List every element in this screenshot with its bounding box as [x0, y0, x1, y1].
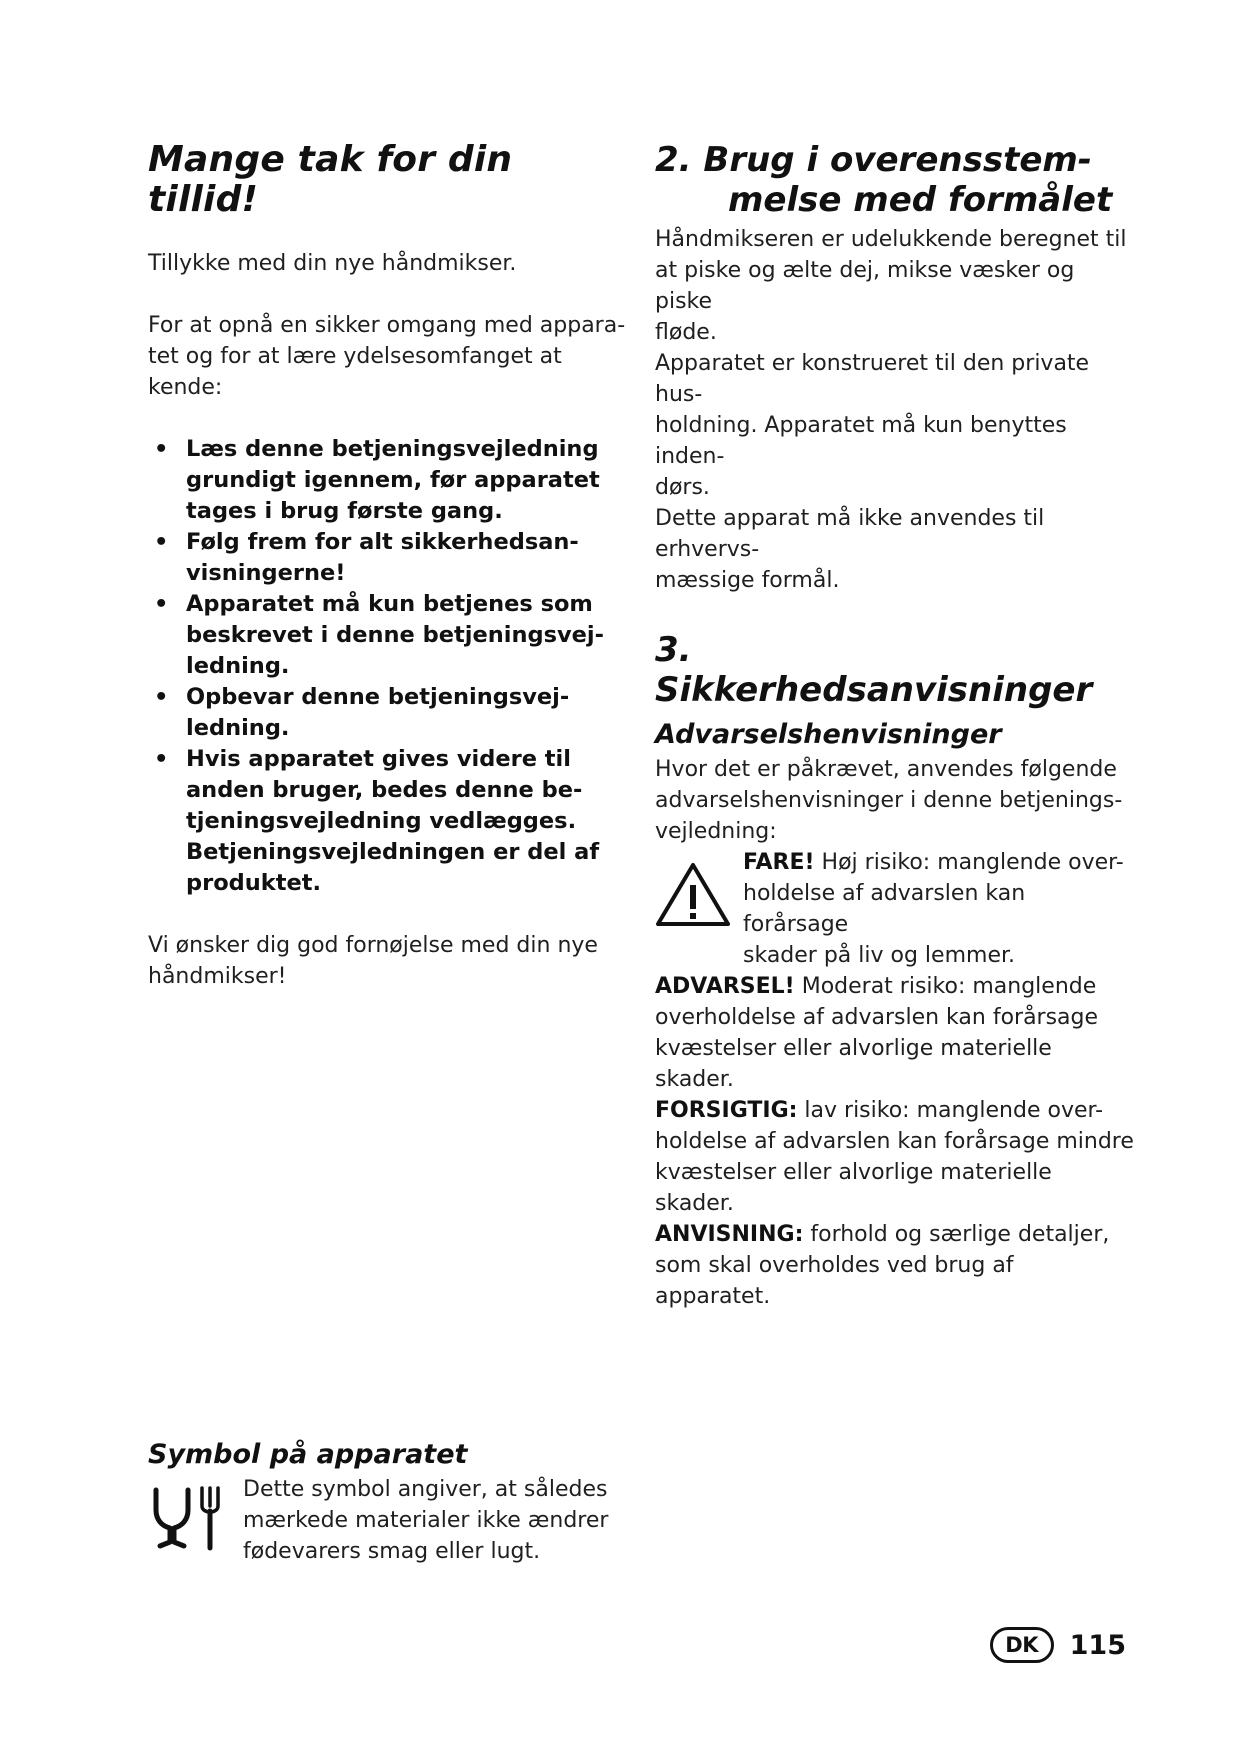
symbol-section	[148, 1438, 668, 1567]
list-item: • Hvis apparatet gives videre til anden bruger, bedes denne be- tjeningsvejledning vedlægges. Betjeningsvejledningen er del af produktet.	[154, 746, 600, 896]
page-footer	[990, 1625, 1126, 1665]
page-number: 115	[1069, 1629, 1126, 1661]
symbol-text: Dette symbol angiver, at således mærkede materialer ikke ændrer fødevarers smag eller lugt.	[243, 1477, 609, 1564]
country-badge: DK	[990, 1627, 1054, 1663]
closing-text: Vi ønsker dig god fornøjelse med din nye håndmikser!	[148, 933, 598, 989]
section-2-heading: 2. Brug i overensstem- melse med formålet	[655, 140, 1113, 220]
warnings-subheading: Advarselshenvisninger	[655, 719, 1002, 750]
food-safe-glass-fork-icon	[152, 1484, 230, 1552]
section-2-paragraph-2: Apparatet er konstrueret til den private hus- holdning. Apparatet må kun benyttes inden- dørs.	[655, 351, 1090, 500]
danger-warning	[655, 847, 1135, 971]
list-item: • Følg frem for alt sikkerhedsan- visningerne!	[154, 529, 579, 586]
list-item: • Apparatet må kun betjenes som beskrevet i denne betjeningsvej- ledning.	[154, 591, 604, 679]
symbol-description	[148, 1474, 668, 1567]
intro-text: Tillykke med din nye håndmikser.	[148, 251, 517, 276]
warning-triangle-icon	[655, 861, 731, 927]
section-2-paragraph-1: Håndmikseren er udelukkende beregnet til at piske og ælte dej, mikse væsker og piske fløde.	[655, 227, 1127, 345]
list-item: • Opbevar denne betjeningsvej- ledning.	[154, 684, 570, 741]
right-column	[655, 140, 1135, 1312]
forsigtig-text: FORSIGTIG: lav risiko: manglende over- holdelse af advarslen kan forårsage mindre kvæstelser eller alvorlige materielle skader.	[655, 1098, 1134, 1216]
section-3-heading: 3. Sikkerhedsanvisninger	[655, 630, 1093, 710]
list-item: • Læs denne betjeningsvejledning grundigt igennem, før apparatet tages i brug første gang.	[154, 436, 600, 524]
page-title: Mange tak for din tillid!	[148, 139, 513, 220]
section-2-paragraph-3: Dette apparat må ikke anvendes til erhvervs- mæssige formål.	[655, 506, 1045, 593]
advarsel-text: ADVARSEL! Moderat risiko: manglende overholdelse af advarslen kan forårsage kvæstelser eller alvorlige materielle skader.	[655, 974, 1099, 1092]
warnings-intro: Hvor det er påkrævet, anvendes følgende advarselshenvisninger i denne betjenings- vejledning:	[655, 757, 1123, 844]
danger-text: FARE! Høj risiko: manglende over- holdelse af advarslen kan forårsage skader på liv og lemmer.	[743, 850, 1124, 968]
anvisning-text: ANVISNING: forhold og særlige detaljer, som skal overholdes ved brug af apparatet.	[655, 1222, 1110, 1309]
intro-paragraph: For at opnå en sikker omgang med appara- tet og for at lære ydelsesomfanget at kende:	[148, 313, 626, 400]
instruction-list	[148, 434, 633, 899]
left-column	[148, 140, 633, 992]
symbol-heading: Symbol på apparatet	[148, 1439, 468, 1470]
